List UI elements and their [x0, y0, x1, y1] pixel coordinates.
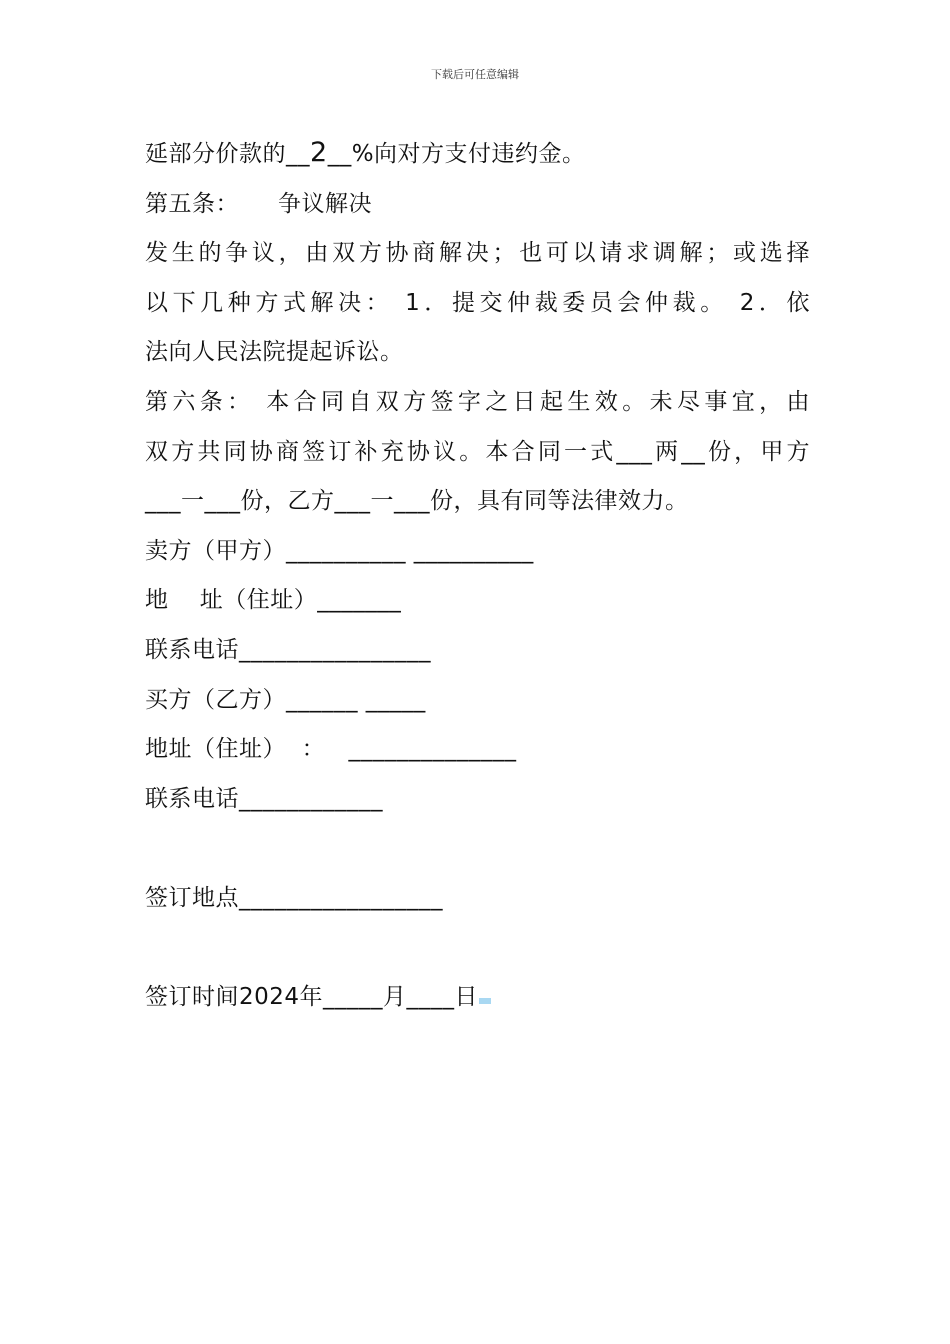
blank-line [145, 924, 810, 974]
article-five-heading: 第五条： 争议解决 [145, 190, 373, 217]
dispute-text-line-1: 发生的争议，由双方协商解决；也可以请求调解；或选择 [145, 240, 810, 267]
article-six-line-1: 第六条： 本合同自双方签字之日起生效。未尽事宜，由 [145, 388, 810, 415]
penalty-text-start: 延部分价款的__ [145, 141, 310, 167]
penalty-line [145, 128, 810, 180]
page-header: 下载后可任意编辑 [431, 68, 519, 81]
penalty-rate-value: 2 [310, 137, 328, 168]
buyer-name-field: 买方（乙方）______ _____ [145, 686, 426, 713]
seller-address-field: 地 址（住址）_______ [145, 587, 402, 614]
signing-date-field: 签订时间2024年_____月____日 [145, 984, 479, 1011]
blank-line [145, 824, 810, 874]
seller-name-field: 卖方（甲方）__________ __________ [145, 537, 534, 564]
article-six-line-2: 双方共同协商签订补充协议。本合同一式___两__份，甲方 [145, 438, 810, 465]
seller-phone-field: 联系电话________________ [145, 636, 431, 663]
signing-place-field: 签订地点_________________ [145, 884, 443, 911]
paragraph-mark-icon [479, 998, 491, 1004]
dispute-text-line-2: 以下几种方式解决： 1．提交仲裁委员会仲裁。 2．依 [145, 289, 810, 316]
dispute-text-line-3: 法向人民法院提起诉讼。 [145, 339, 404, 366]
buyer-phone-field: 联系电话____________ [145, 785, 383, 812]
penalty-text-end: __%向对方支付违约金。 [327, 141, 586, 167]
signing-date-line [145, 973, 810, 1023]
document-body [145, 128, 810, 1023]
buyer-address-field: 地址（住址） ： ______________ [145, 736, 517, 763]
article-six-line-3: ___一___份，乙方___一___份，具有同等法律效力。 [145, 488, 689, 515]
